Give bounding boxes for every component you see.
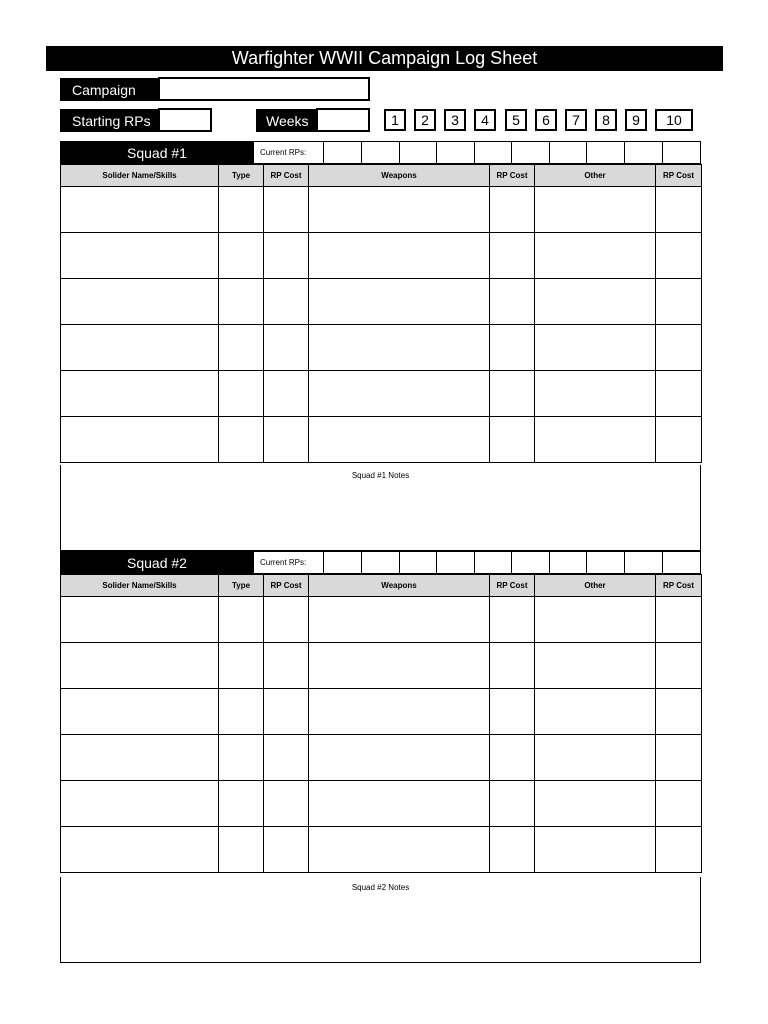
soldier-cell[interactable] [61, 689, 219, 735]
rp-week-cell[interactable] [663, 551, 701, 574]
weapons-rp-cost-cell[interactable] [490, 643, 535, 689]
squad-1-notes-label: Squad #1 Notes [351, 471, 410, 480]
rp-cost-cell[interactable] [264, 735, 309, 781]
other-rp-cost-cell[interactable] [656, 371, 702, 417]
table-row [61, 689, 702, 735]
rp-week-cell[interactable] [437, 141, 475, 164]
col-header-weapons-rp-cost: RP Cost [490, 165, 535, 187]
other-rp-cost-cell[interactable] [656, 417, 702, 463]
rp-week-cell[interactable] [362, 551, 400, 574]
col-header-other: Other [535, 165, 656, 187]
rp-cost-cell[interactable] [264, 643, 309, 689]
table-row [61, 735, 702, 781]
soldier-cell[interactable] [61, 417, 219, 463]
other-cell[interactable] [535, 417, 656, 463]
rp-week-cell[interactable] [324, 551, 362, 574]
soldier-cell[interactable] [61, 643, 219, 689]
col-header-weapons: Weapons [309, 165, 490, 187]
weapons-cell[interactable] [309, 417, 490, 463]
week-box-2[interactable]: 2 [414, 109, 436, 131]
other-rp-cost-cell[interactable] [656, 597, 702, 643]
rp-week-cell[interactable] [324, 141, 362, 164]
week-box-1[interactable]: 1 [384, 109, 406, 131]
soldier-cell[interactable] [61, 279, 219, 325]
col-header-soldier: Solider Name/Skills [61, 165, 219, 187]
week-box-7[interactable]: 7 [565, 109, 587, 131]
campaign-label: Campaign [60, 78, 160, 101]
weapons-rp-cost-cell[interactable] [490, 417, 535, 463]
weapons-cell[interactable] [309, 827, 490, 873]
col-header-rp-cost: RP Cost [264, 165, 309, 187]
type-cell[interactable] [219, 279, 264, 325]
rp-cost-cell[interactable] [264, 827, 309, 873]
weapons-cell[interactable] [309, 233, 490, 279]
weapons-cell[interactable] [309, 279, 490, 325]
type-cell[interactable] [219, 417, 264, 463]
week-box-8[interactable]: 8 [595, 109, 617, 131]
rp-week-cell[interactable] [512, 551, 550, 574]
table-row [61, 597, 702, 643]
table-row [61, 781, 702, 827]
other-cell[interactable] [535, 689, 656, 735]
weapons-rp-cost-cell[interactable] [490, 827, 535, 873]
type-cell[interactable] [219, 597, 264, 643]
weapons-rp-cost-cell[interactable] [490, 233, 535, 279]
squad-1-title: Squad #1 [60, 141, 254, 164]
squad-2-roster-table [60, 574, 702, 873]
rp-week-cell[interactable] [400, 141, 437, 164]
weapons-cell[interactable] [309, 735, 490, 781]
col-header-soldier: Solider Name/Skills [61, 575, 219, 597]
rp-week-cell[interactable] [475, 141, 512, 164]
weapons-rp-cost-cell[interactable] [490, 187, 535, 233]
soldier-cell[interactable] [61, 781, 219, 827]
table-row [61, 325, 702, 371]
soldier-cell[interactable] [61, 735, 219, 781]
rp-cost-cell[interactable] [264, 597, 309, 643]
other-rp-cost-cell[interactable] [656, 279, 702, 325]
rp-week-cell[interactable] [587, 141, 625, 164]
rp-cost-cell[interactable] [264, 187, 309, 233]
rp-cost-cell[interactable] [264, 279, 309, 325]
type-cell[interactable] [219, 689, 264, 735]
squad-2-title: Squad #2 [60, 551, 254, 574]
soldier-cell[interactable] [61, 371, 219, 417]
other-rp-cost-cell[interactable] [656, 233, 702, 279]
weapons-cell[interactable] [309, 689, 490, 735]
weapons-cell[interactable] [309, 643, 490, 689]
type-cell[interactable] [219, 325, 264, 371]
weapons-rp-cost-cell[interactable] [490, 371, 535, 417]
table-row [61, 371, 702, 417]
other-rp-cost-cell[interactable] [656, 827, 702, 873]
other-cell[interactable] [535, 279, 656, 325]
rp-week-cell[interactable] [625, 141, 663, 164]
other-rp-cost-cell[interactable] [656, 735, 702, 781]
weapons-cell[interactable] [309, 325, 490, 371]
rp-week-cell[interactable] [625, 551, 663, 574]
type-cell[interactable] [219, 827, 264, 873]
table-row [61, 417, 702, 463]
campaign-field[interactable] [158, 77, 370, 101]
rp-week-cell[interactable] [512, 141, 550, 164]
rp-week-cell[interactable] [475, 551, 512, 574]
week-box-5[interactable]: 5 [505, 109, 527, 131]
week-box-3[interactable]: 3 [444, 109, 466, 131]
week-box-10[interactable]: 10 [655, 109, 693, 131]
rp-cost-cell[interactable] [264, 781, 309, 827]
type-cell[interactable] [219, 735, 264, 781]
rp-week-cell[interactable] [362, 141, 400, 164]
col-header-other: Other [535, 575, 656, 597]
rp-week-cell[interactable] [437, 551, 475, 574]
col-header-other-rp-cost: RP Cost [656, 165, 702, 187]
weapons-rp-cost-cell[interactable] [490, 689, 535, 735]
squad-2-notes-area[interactable] [60, 877, 701, 963]
rp-week-cell[interactable] [663, 141, 701, 164]
soldier-cell[interactable] [61, 233, 219, 279]
weapons-rp-cost-cell[interactable] [490, 597, 535, 643]
week-box-9[interactable]: 9 [625, 109, 647, 131]
other-rp-cost-cell[interactable] [656, 781, 702, 827]
soldier-cell[interactable] [61, 597, 219, 643]
other-cell[interactable] [535, 325, 656, 371]
other-rp-cost-cell[interactable] [656, 643, 702, 689]
col-header-other-rp-cost: RP Cost [656, 575, 702, 597]
starting-rps-label: Starting RPs [60, 109, 160, 132]
squad-1-notes-area[interactable] [60, 465, 701, 551]
rp-week-cell[interactable] [550, 551, 587, 574]
week-box-6[interactable]: 6 [535, 109, 557, 131]
other-cell[interactable] [535, 643, 656, 689]
table-header-row [61, 165, 702, 187]
soldier-cell[interactable] [61, 827, 219, 873]
type-cell[interactable] [219, 643, 264, 689]
col-header-type: Type [219, 165, 264, 187]
weapons-cell[interactable] [309, 781, 490, 827]
other-cell[interactable] [535, 827, 656, 873]
weapons-cell[interactable] [309, 187, 490, 233]
type-cell[interactable] [219, 187, 264, 233]
weeks-label: Weeks [256, 109, 318, 132]
type-cell[interactable] [219, 781, 264, 827]
weapons-cell[interactable] [309, 597, 490, 643]
table-header-row [61, 575, 702, 597]
other-cell[interactable] [535, 735, 656, 781]
weapons-rp-cost-cell[interactable] [490, 325, 535, 371]
squad-2-rp-tracker [324, 551, 701, 574]
rp-week-cell[interactable] [400, 551, 437, 574]
squad-2-notes-label: Squad #2 Notes [351, 883, 410, 892]
table-row [61, 827, 702, 873]
other-cell[interactable] [535, 371, 656, 417]
type-cell[interactable] [219, 371, 264, 417]
other-cell[interactable] [535, 781, 656, 827]
other-cell[interactable] [535, 187, 656, 233]
table-row [61, 233, 702, 279]
other-cell[interactable] [535, 233, 656, 279]
weapons-rp-cost-cell[interactable] [490, 781, 535, 827]
other-rp-cost-cell[interactable] [656, 187, 702, 233]
table-row [61, 187, 702, 233]
col-header-type: Type [219, 575, 264, 597]
rp-cost-cell[interactable] [264, 325, 309, 371]
soldier-cell[interactable] [61, 325, 219, 371]
soldier-cell[interactable] [61, 187, 219, 233]
weapons-cell[interactable] [309, 371, 490, 417]
page-title: Warfighter WWII Campaign Log Sheet [46, 46, 723, 71]
weapons-rp-cost-cell[interactable] [490, 279, 535, 325]
type-cell[interactable] [219, 233, 264, 279]
rp-cost-cell[interactable] [264, 371, 309, 417]
rp-cost-cell[interactable] [264, 233, 309, 279]
squad-2-current-rps-label: Current RPs: [254, 551, 324, 574]
squad-1-current-rps-label: Current RPs: [254, 141, 324, 164]
table-row [61, 279, 702, 325]
col-header-weapons: Weapons [309, 575, 490, 597]
other-cell[interactable] [535, 597, 656, 643]
rp-week-cell[interactable] [550, 141, 587, 164]
other-rp-cost-cell[interactable] [656, 325, 702, 371]
rp-cost-cell[interactable] [264, 417, 309, 463]
squad-1-rp-tracker [324, 141, 701, 164]
table-row [61, 643, 702, 689]
weapons-rp-cost-cell[interactable] [490, 735, 535, 781]
starting-rps-field[interactable] [158, 108, 212, 132]
rp-week-cell[interactable] [587, 551, 625, 574]
rp-cost-cell[interactable] [264, 689, 309, 735]
squad-1-roster-table [60, 164, 702, 463]
weeks-field[interactable] [316, 108, 370, 132]
col-header-weapons-rp-cost: RP Cost [490, 575, 535, 597]
col-header-rp-cost: RP Cost [264, 575, 309, 597]
other-rp-cost-cell[interactable] [656, 689, 702, 735]
week-box-4[interactable]: 4 [474, 109, 496, 131]
